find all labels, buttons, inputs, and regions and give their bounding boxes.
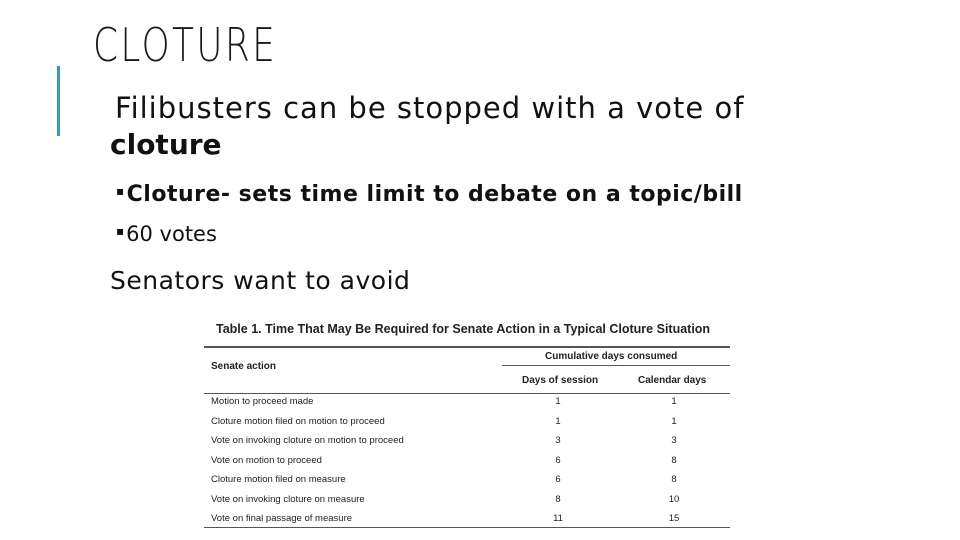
main-point (110, 91, 744, 161)
table-rule-header (204, 393, 730, 394)
row-days-of-session: 1 (555, 415, 561, 427)
row-action: Motion to proceed made (211, 396, 314, 407)
slide-title: CLOTURE (93, 18, 278, 72)
table-rule-group (502, 365, 730, 366)
row-days-of-session: 8 (555, 493, 561, 505)
cloture-table (202, 318, 730, 530)
row-calendar-days: 1 (671, 396, 677, 407)
header-senate-action: Senate action (211, 361, 277, 372)
table-body (202, 396, 730, 533)
row-calendar-days: 8 (671, 454, 677, 466)
row-calendar-days: 8 (671, 474, 677, 485)
row-action: Vote on invoking cloture on measure (211, 493, 365, 505)
bullet-icon: ▪ (116, 184, 125, 198)
header-days-of-session: Days of session (522, 375, 599, 386)
sub-point-definition (116, 182, 743, 207)
row-action: Vote on motion to proceed (211, 454, 322, 466)
row-days-of-session: 1 (555, 396, 561, 407)
header-calendar-days: Calendar days (638, 375, 707, 386)
table-row (202, 416, 730, 436)
sub-point-votes-text: 60 votes (126, 222, 217, 246)
main-point-lead: Filibusters can be stopped with a vote of (115, 91, 745, 125)
table-row (202, 513, 730, 533)
header-cumulative-days: Cumulative days consumed (545, 351, 678, 362)
table-row (202, 455, 730, 475)
row-action: Vote on final passage of measure (211, 513, 353, 524)
table-caption: Table 1. Time That May Be Required for Senate Action in a Typical Cloture Situation (216, 322, 711, 336)
row-action: Vote on invoking cloture on motion to proceed (211, 435, 404, 446)
table-row (202, 435, 730, 455)
row-days-of-session: 6 (555, 454, 561, 466)
bullet-icon: ▪ (116, 224, 125, 238)
row-calendar-days: 15 (668, 513, 680, 524)
row-action: Cloture motion filed on measure (211, 474, 346, 485)
sub-point-definition-text: Cloture- sets time limit to debate on a topic/bill (126, 182, 743, 207)
senators-point: Senators want to avoid (110, 266, 411, 295)
accent-bar (57, 66, 60, 136)
main-point-term: cloture (110, 128, 222, 161)
table-row (202, 396, 730, 416)
row-days-of-session: 6 (555, 474, 561, 485)
row-calendar-days: 10 (668, 493, 680, 505)
row-calendar-days: 3 (671, 435, 677, 446)
row-days-of-session: 3 (555, 435, 561, 446)
sub-point-votes (116, 222, 217, 246)
table-rule-top (204, 346, 730, 348)
table-row (202, 494, 730, 514)
table-rule-bottom (204, 527, 730, 528)
row-days-of-session: 11 (553, 513, 563, 524)
row-action: Cloture motion filed on motion to proceed (211, 415, 385, 427)
row-calendar-days: 1 (671, 415, 677, 427)
table-row (202, 474, 730, 494)
